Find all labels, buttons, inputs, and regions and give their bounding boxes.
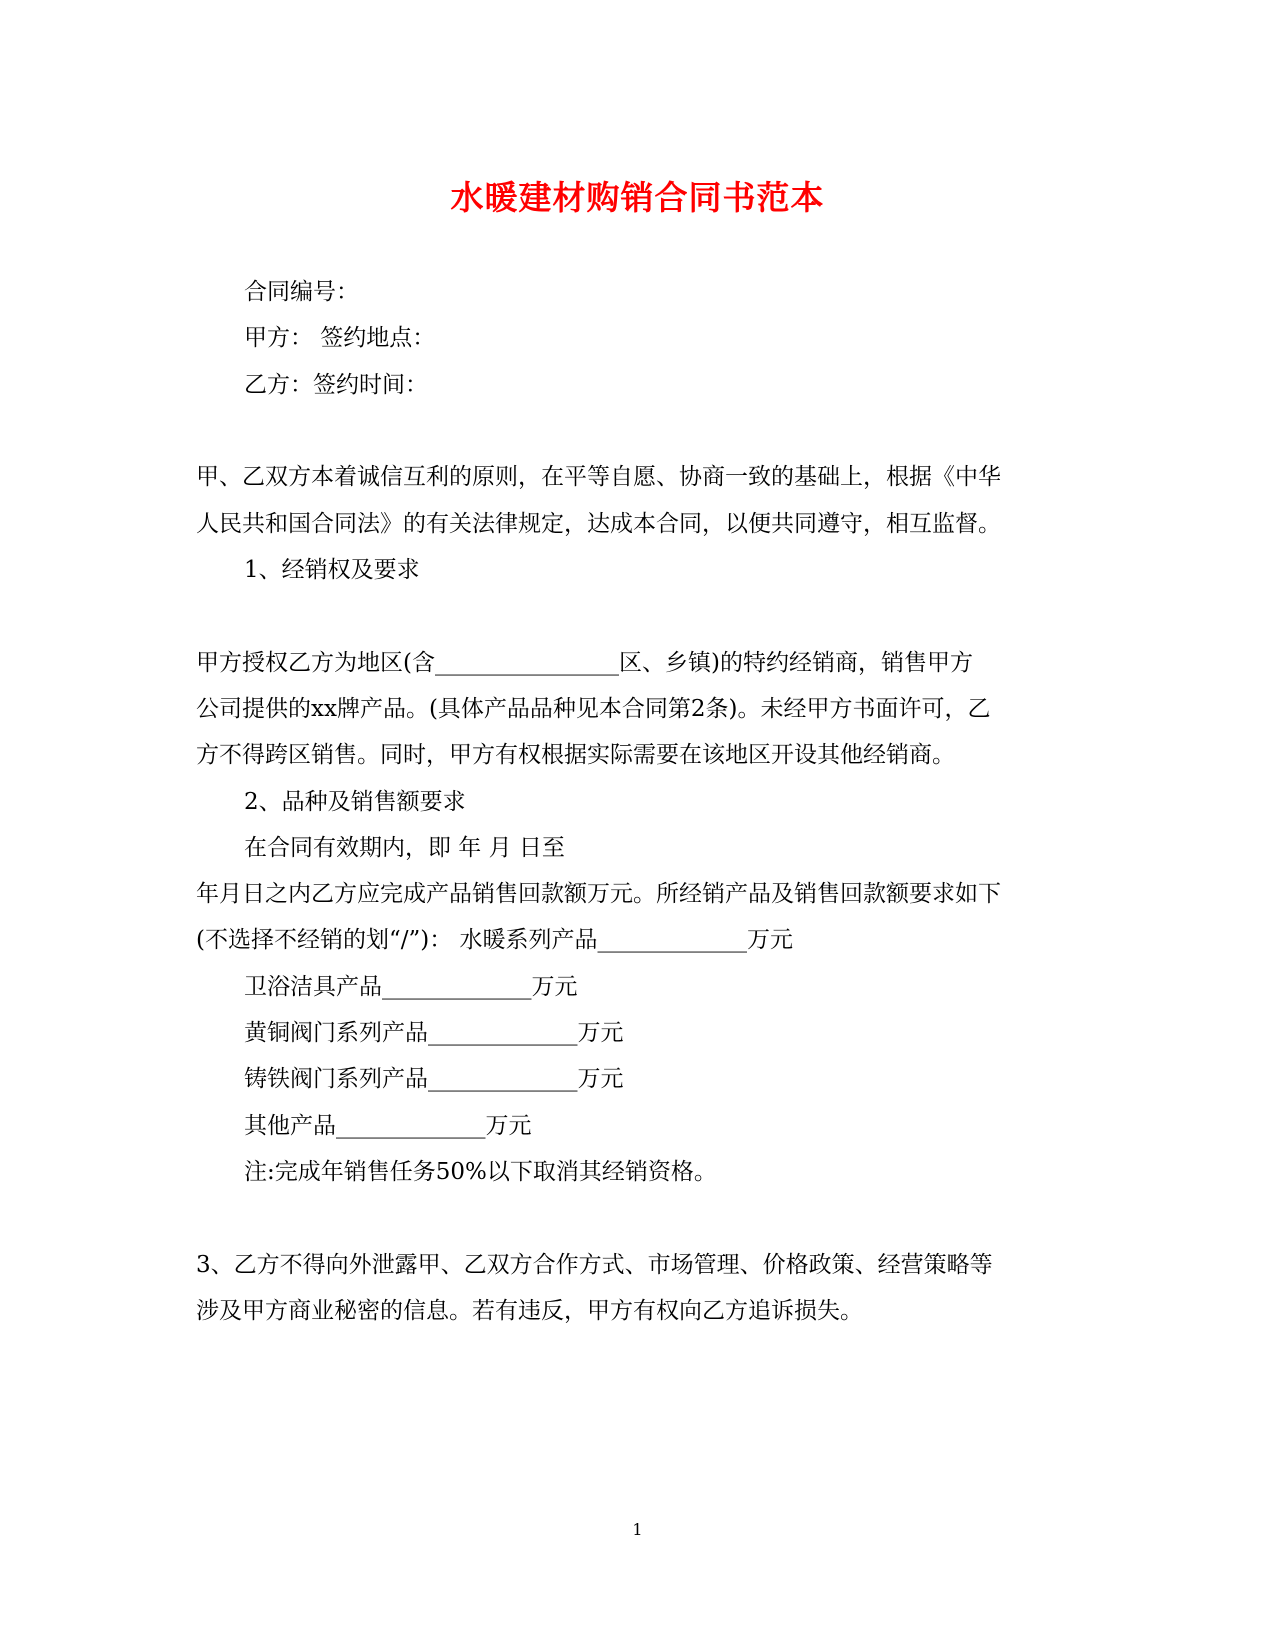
- product-item: 黄铜阀门系列产品_____________万元: [244, 1020, 624, 1046]
- paragraph-line: 涉及甲方商业秘密的信息。若有违反，甲方有权向乙方追诉损失。: [196, 1298, 863, 1324]
- section-heading: 2、品种及销售额要求: [244, 789, 466, 815]
- contract-number-line: 合同编号：: [244, 279, 359, 305]
- party-a-line: 甲方： 签约地点：: [244, 325, 436, 351]
- paragraph-line: 方不得跨区销售。同时，甲方有权根据实际需要在该地区开设其他经销商。: [196, 742, 955, 768]
- section-heading: 1、经销权及要求: [244, 557, 420, 583]
- paragraph-line: 公司提供的xx牌产品。(具体产品品种见本合同第2条)。未经甲方书面许可，乙: [196, 696, 991, 722]
- product-item: 其他产品_____________万元: [244, 1113, 532, 1139]
- paragraph-line: 人民共和国合同法》的有关法律规定，达成本合同，以便共同遵守，相互监督。: [196, 511, 1001, 537]
- product-item: 卫浴洁具产品_____________万元: [244, 974, 578, 1000]
- paragraph-line: 甲、乙双方本着诚信互利的原则，在平等自愿、协商一致的基础上，根据《中华: [196, 464, 1001, 490]
- party-b-line: 乙方：签约时间：: [244, 372, 428, 398]
- paragraph-line: 在合同有效期内，即 年 月 日至: [244, 835, 565, 861]
- page-number: 1: [632, 1520, 643, 1539]
- document-title: 水暖建材购销合同书范本: [450, 178, 825, 217]
- note-line: 注:完成年销售任务50%以下取消其经销资格。: [244, 1159, 717, 1185]
- paragraph-line: (不选择不经销的划“/”)： 水暖系列产品_____________万元: [196, 927, 794, 953]
- paragraph-line: 3、乙方不得向外泄露甲、乙双方合作方式、市场管理、价格政策、经营策略等: [196, 1252, 993, 1278]
- product-item: 铸铁阀门系列产品_____________万元: [244, 1066, 624, 1092]
- paragraph-line: 年月日之内乙方应完成产品销售回款额万元。所经销产品及销售回款额要求如下: [196, 881, 1001, 907]
- paragraph-line: 甲方授权乙方为地区(含________________区、乡镇)的特约经销商，销售甲方: [196, 650, 973, 676]
